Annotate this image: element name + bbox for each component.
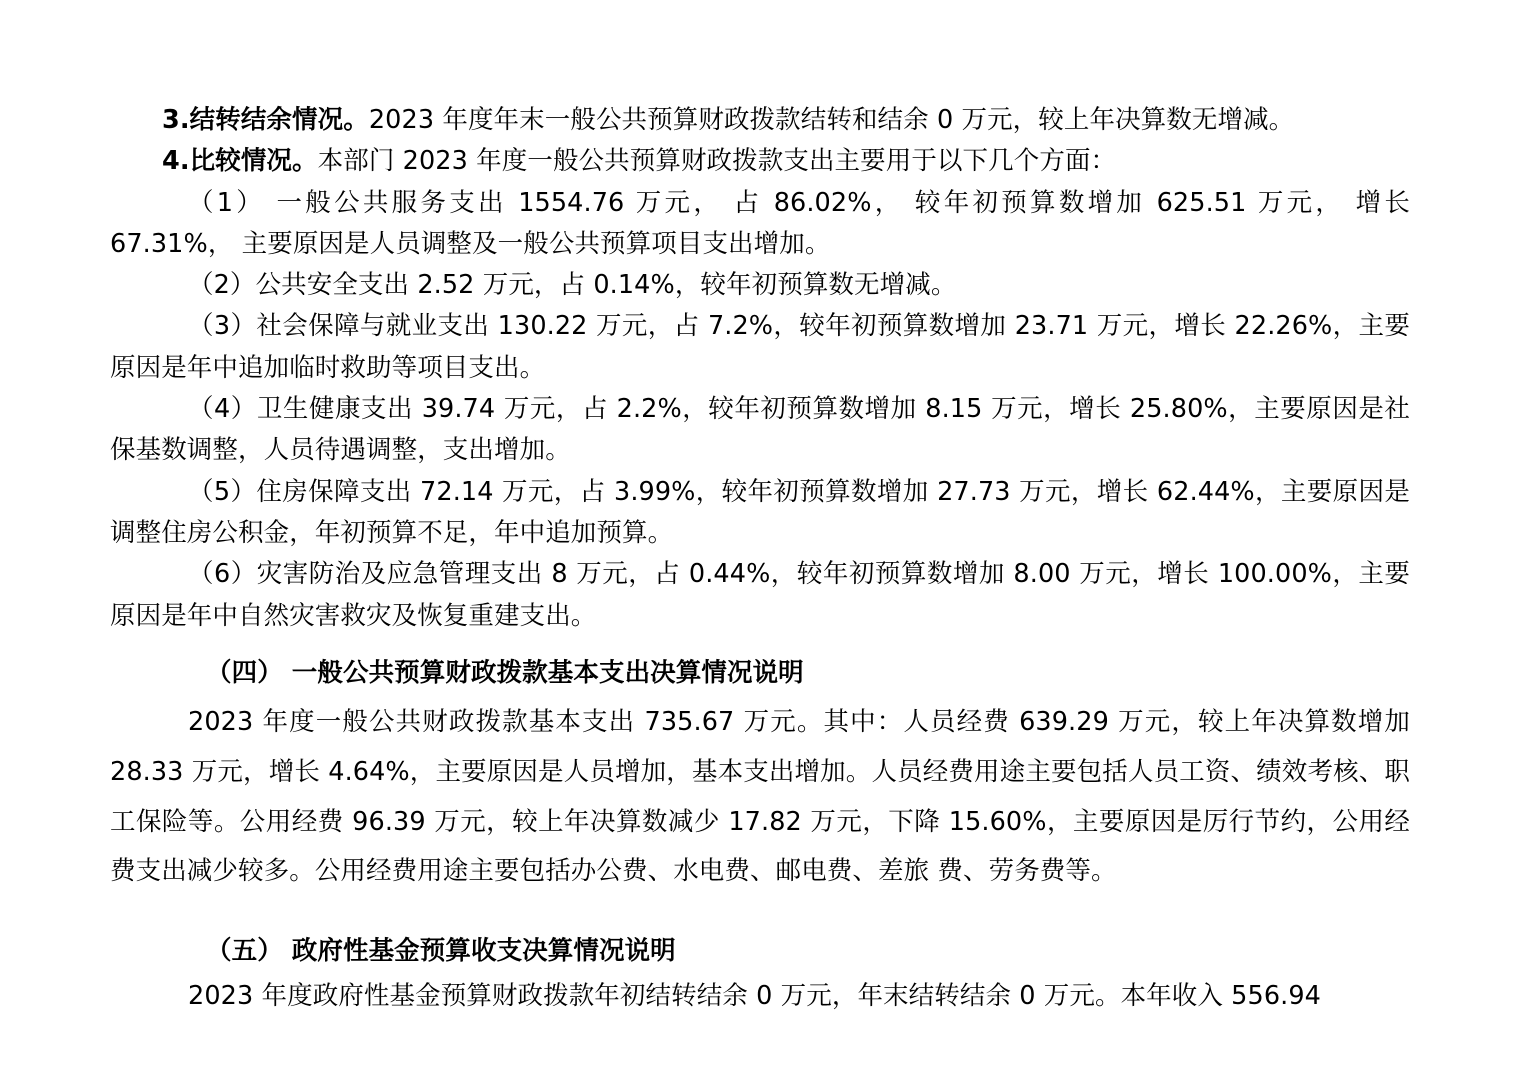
list-item-6: （6）灾害防治及应急管理支出 8 万元，占 0.44%，较年初预算数增加 8.00 万元，增长 100.00%，主要原因是年中自然灾害救灾及恢复重建支出。 [110, 559, 1410, 631]
paragraph-lead-label: 3.结转结余情况。 [162, 105, 369, 135]
list-item-4: （4）卫生健康支出 39.74 万元，占 2.2%，较年初预算数增加 8.15 万元，增长 25.80%，主要原因是社保基数调整，人员待遇调整，支出增加。 [110, 394, 1410, 466]
section-five-body: 2023 年度政府性基金预算财政拨款年初结转结余 0 万元，年末结转结余 0 万元。本年收入 556.94 [188, 981, 1322, 1012]
paragraph-carryover [110, 100, 1410, 141]
document-body [110, 100, 1410, 1018]
paragraph-lead-label: 4.比较情况。 [162, 146, 318, 177]
paragraph-text: 2023 年度年末一般公共预算财政拨款结转和结余 0 万元，较上年决算数无增减。 [368, 105, 1295, 135]
paragraph-comparison [110, 141, 1410, 182]
section-four-heading: （四） 一般公共预算财政拨款基本支出决算情况说明 [206, 657, 804, 688]
list-item-5: （5）住房保障支出 72.14 万元，占 3.99%，较年初预算数增加 27.73 万元，增长 62.44%，主要原因是调整住房公积金，年初预算不足，年中追加预算。 [110, 476, 1410, 548]
list-item-2: （2）公共安全支出 2.52 万元，占 0.14%，较年初预算数无增减。 [188, 270, 957, 301]
section-four-body: 2023 年度一般公共财政拨款基本支出 735.67 万元。其中：人员经费 639.29 万元，较上年决算数增加 28.33 万元，增长 4.64%，主要原因是人员增加，基本支出增加。人员经费用途主要包括人员工资、绩效考核、职工保险等。公用经费 96.39 万元，较上年决算数减少 17.82 万元，下降 15.60%，主要原因是厉行节约，公用经费支出减少较多。公用经费用途主要包括办公费、水电费、邮电费、差旅 费、劳务费等。 [110, 707, 1410, 887]
section-five-heading: （五） 政府性基金预算收支决算情况说明 [206, 936, 676, 967]
list-item-1: （1） 一般公共服务支出 1554.76 万元， 占 86.02%， 较年初预算数增加 625.51 万元， 增长 67.31%， 主要原因是人员调整及一般公共预算项目支出增加。 [110, 187, 1410, 259]
list-item-3: （3）社会保障与就业支出 130.22 万元，占 7.2%，较年初预算数增加 23.71 万元，增长 22.26%，主要原因是年中追加临时救助等项目支出。 [110, 311, 1410, 383]
paragraph-text: 本部门 2023 年度一般公共预算财政拨款支出主要用于以下几个方面： [317, 146, 1117, 177]
